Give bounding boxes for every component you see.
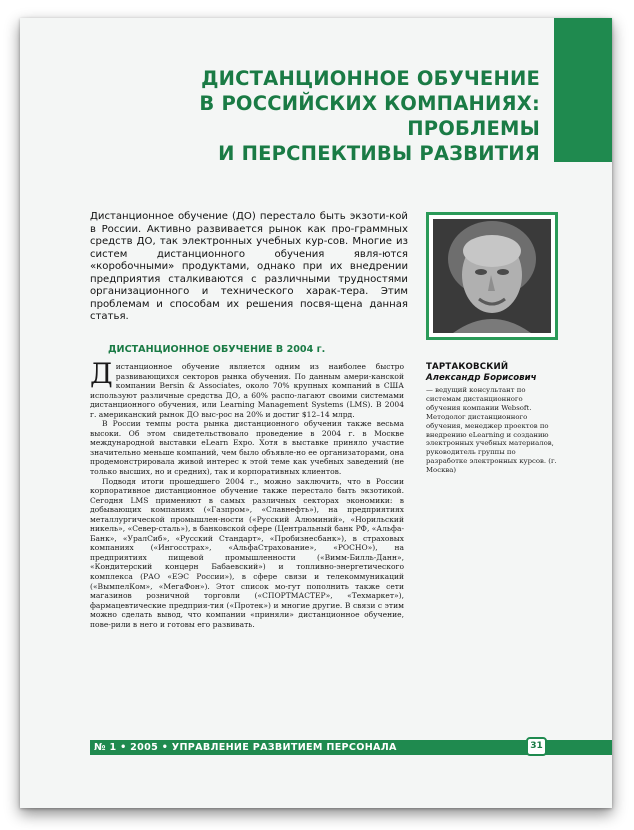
- magazine-page: [20, 18, 612, 808]
- paragraph: В России темпы роста рынка дистанционного обучения также весьма высоки. Об этом свидетельствовало проведение в 2004 г. в Москве международной выставки eLearn Expo. Хотя в выставке приняло участие значительно меньше компаний, чем было объявле-но ее организаторами, она продемонстрировала живой интерес к этой теме как учебных заведений (не только высших, но и средних), так и корпоративных клиентов.: [90, 419, 404, 477]
- author-given-name: Александр Борисович: [426, 372, 537, 383]
- author-name-block: [426, 362, 576, 383]
- article-lede: Дистанционное обучение (ДО) перестало быть экзоти-кой в России. Активно развивается рынок как про-граммных средств ДО, так электронных учебных кур-сов. Многие из систем дистанционного обучения явля-ются «коробочными» продуктами, однако при их внедрении предприятия сталкиваются с различными трудностями организационного и технического харак-тера. Этим проблемам и способам их решения посвя-щена данная статья.: [90, 211, 408, 322]
- author-bio: — ведущий консультант по системам дистанционного обучения компании Websoft. Методолог дистанционного обучения, менеджер проектов по внедрению eLearning и созданию электронных учебных материалов, руководитель группы по разработке электронных курсов. (г. Москва): [426, 386, 557, 475]
- author-photo-frame: [426, 212, 558, 340]
- author-surname: ТАРТАКОВСКИЙ: [426, 362, 509, 372]
- page-number: 31: [526, 737, 547, 756]
- article-body: [90, 357, 404, 629]
- corner-tab-decoration: [554, 18, 612, 162]
- title-line: ДИСТАНЦИОННОЕ ОБУЧЕНИЕ: [201, 67, 540, 90]
- title-line: ПРОБЛЕМЫ: [407, 117, 540, 140]
- title-line: В РОССИЙСКИХ КОМПАНИЯХ:: [199, 92, 540, 115]
- paragraph: [90, 357, 404, 419]
- section-heading: ДИСТАНЦИОННОЕ ОБУЧЕНИЕ В 2004 г.: [108, 344, 326, 355]
- footer-text: № 1 • 2005 • УПРАВЛЕНИЕ РАЗВИТИЕМ ПЕРСОНАЛА: [94, 742, 397, 753]
- author-photo: [433, 219, 551, 333]
- paragraph-text: истанционное обучение является одним из наиболее быстро развивающихся секторов рынка обучения. По данным амери-канской компании Bersin & Associates, около 70% крупных компаний в США используют различные средства ДО, а 60% распо-лагают своими системами дистанционного обучения, или Learning Management Systems (LMS). В 2004 г. американский рынок ДО выс-рос на 20% и достиг $12–14 млрд.: [90, 362, 404, 419]
- drop-cap: Д: [90, 357, 113, 390]
- title-line: И ПЕРСПЕКТИВЫ РАЗВИТИЯ: [218, 142, 540, 165]
- paragraph: Подводя итоги прошедшего 2004 г., можно заключить, что в России корпоративное дистанционное обучение также перестало быть экзотикой. Сегодня LMS применяют в самых различных секторах экономики: в добывающих компаниях («Газпром», «Славнефть»), на предприятиях металлургической промышлен-ности («Русский Алюминий», «Норильский никель», «Север-сталь»), в банковской сфере (Центральный банк РФ, «Альфа-Банк», «УралСиб», «Русский Стандарт», «Пробизнесбанк»), в страховых компаниях («Ингосстрах», «АльфаСтрахование», «РОСНО»), на предприятиях пищевой промышленности («Вимм-Билль-Данн», «Кондитерский концерн Бабаевский») и топливно-энергетического комплекса (РАО «ЕЭС России»), в сфере связи и телекоммуникаций («ВымпелКом», «МегаФон»). Этот список мо-гут пополнить также сети магазинов розничной торговли («СПОРТМАСТЕР», «Техмаркет»), фармацевтические предприя-тия («Протек») и многие другие. В связи с этим можно сделать вывод, что компании «приняли» дистанционное обучение, пове-рили в него и готовы его развивать.: [90, 476, 404, 629]
- article-title: [100, 66, 540, 166]
